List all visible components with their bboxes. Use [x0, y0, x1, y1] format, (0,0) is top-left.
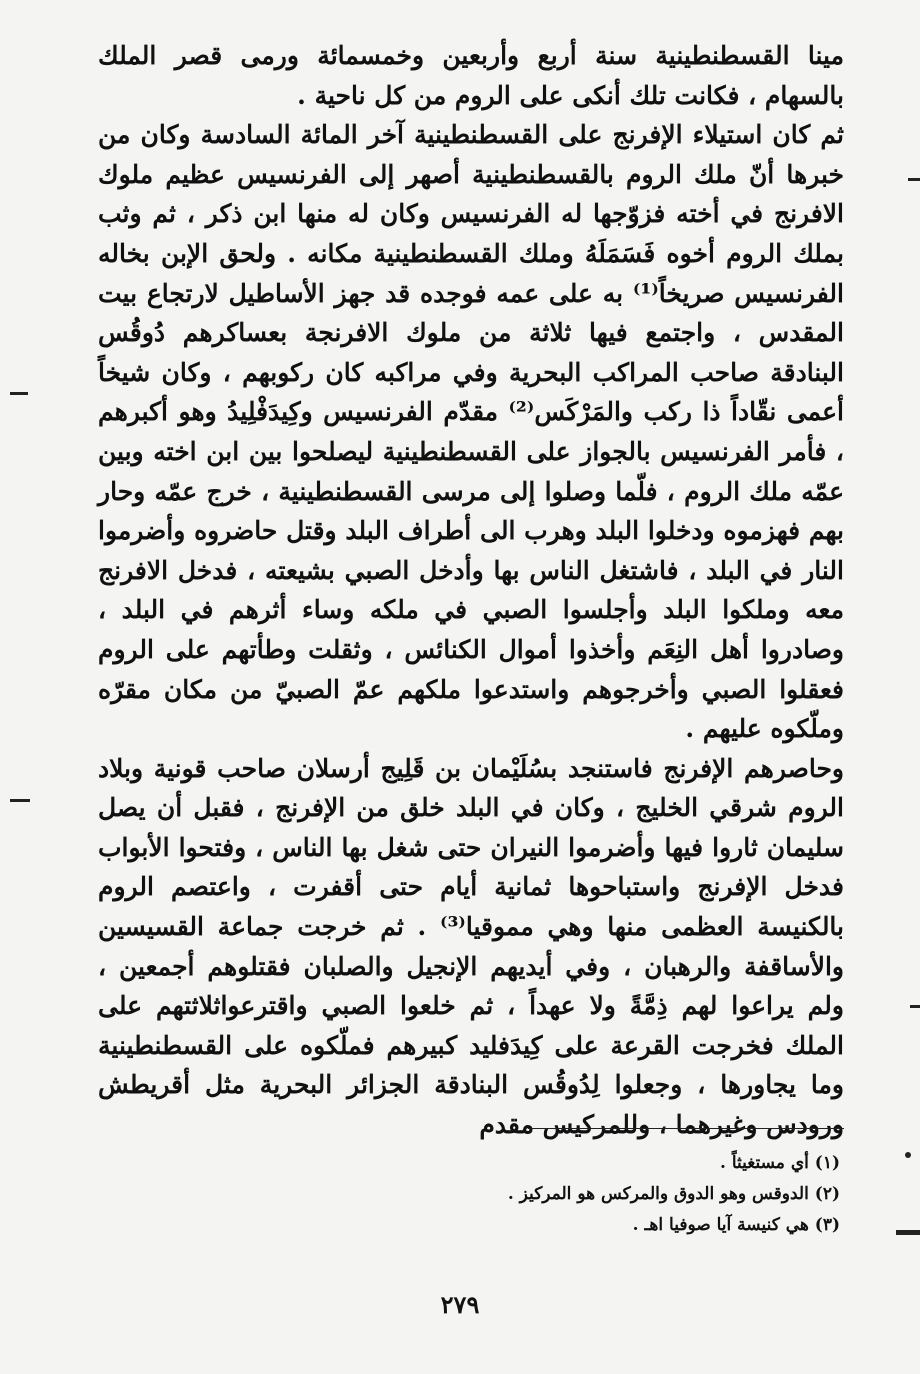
footnotes — [140, 1148, 840, 1241]
scan-mark — [910, 1005, 920, 1008]
scan-mark — [10, 392, 28, 395]
scan-mark — [905, 1152, 911, 1158]
footnote-1: (١) أي مستغيثاً . — [720, 1153, 840, 1173]
body-text — [98, 36, 844, 1145]
footnote-3: (٣) هي كنيسة آيا صوفيا اهـ . — [632, 1215, 840, 1235]
paragraph-3: وحاصرهم الإفرنج فاستنجد بسُلَيْمان بن قَلِيج أرسلان صاحب قونية وبلاد الروم شرقي الخليج ، وكان في البلد خلق من الإفرنج ، فقبل أن يصل سليمان ثاروا فيها وأضرموا النيران حتى شغل بها الناس ، وفتحوا الأبواب فدخل الإفرنج واستباحوها ثمانية أيام حتى أقفرت ، واعتصم الروم بالكنيسة العظمى منها وهي مموقيا⁽³⁾ . ثم خرجت جماعة القسيسين والأساقفة والرهبان ، وفي أيديهم الإنجيل والصلبان فقتلوهم أجمعين ، ولم يراعوا لهم ذِمَّةً ولا عهداً ، ثم خلعوا الصبي واقترعواثلاثتهم على الملك فخرجت القرعة على كِيدَفليد كبيرهم فملّكوه على القسطنطينية وما يجاورها ، وجعلوا لِدُوقُس البنادقة الجزائر البحرية مثل أقريطش ورودس وغيرهما ، وللمركيس مقدم — [98, 753, 845, 1140]
scan-mark — [10, 799, 30, 802]
scan-mark — [896, 1230, 920, 1235]
footnote-2: (٢) الدوقس وهو الدوق والمركس هو المركيز . — [507, 1184, 840, 1204]
paragraph-1: مينا القسطنطينية سنة أربع وأربعين وخمسمائة ورمى قصر الملك بالسهام ، فكانت تلك أنكى على الروم من كل ناحية . — [98, 41, 844, 110]
paragraph-2: ثم كان استيلاء الإفرنج على القسطنطينية آخر المائة السادسة وكان من خبرها أنّ ملك الروم بالقسطنطينية أصهر إلى الفرنسيس عظيم ملوك الافرنج في أخته فزوّجها له الفرنسيس وكان له منها ابن ذكر ، ثم وثب بملك الروم أخوه فَسَمَلَهُ وملك القسطنطينية مكانه . ولحق الإبن بخاله الفرنسيس صريخاً⁽¹⁾ به على عمه فوجده قد جهز الأساطيل لارتجاع بيت المقدس ، واجتمع فيها ثلاثة من ملوك الافرنجة بعساكرهم دُوقُس البنادقة صاحب المراكب البحرية وفي مراكبه كان ركوبهم ، وكان شيخاً أعمى نقّاداً ذا ركب والمَرْكَس⁽²⁾ مقدّم الفرنسيس وكِيدَفْلِيدُ وهو أكبرهم ، فأمر الفرنسيس بالجواز على القسطنطينية ليصلحوا بين ابن اخته وبين عمّه ملك الروم ، فلّما وصلوا إلى مرسى القسطنطينية ، خرج عمّه وحار بهم فهزموه ودخلوا البلد وهرب الى أطراف البلد وقتل حاضروه وأضرموا النار في البلد ، فاشتغل الناس بها وأدخل الصبي بشيعته ، فدخل الافرنج معه وملكوا البلد وأجلسوا الصبي في ملكه وساء أثرهم في البلد ، وصادروا أهل النِعَم وأخذوا أموال الكنائس ، وثقلت وطأتهم على الروم فعقلوا الصبي وأخرجوهم واستدعوا ملكهم عمّ الصبيّ من مكان مقرّه وملّكوه عليهم . — [98, 120, 844, 744]
page-number: ٢٧٩ — [440, 1290, 480, 1319]
scan-mark — [908, 178, 920, 181]
footnote-divider — [528, 1128, 844, 1129]
